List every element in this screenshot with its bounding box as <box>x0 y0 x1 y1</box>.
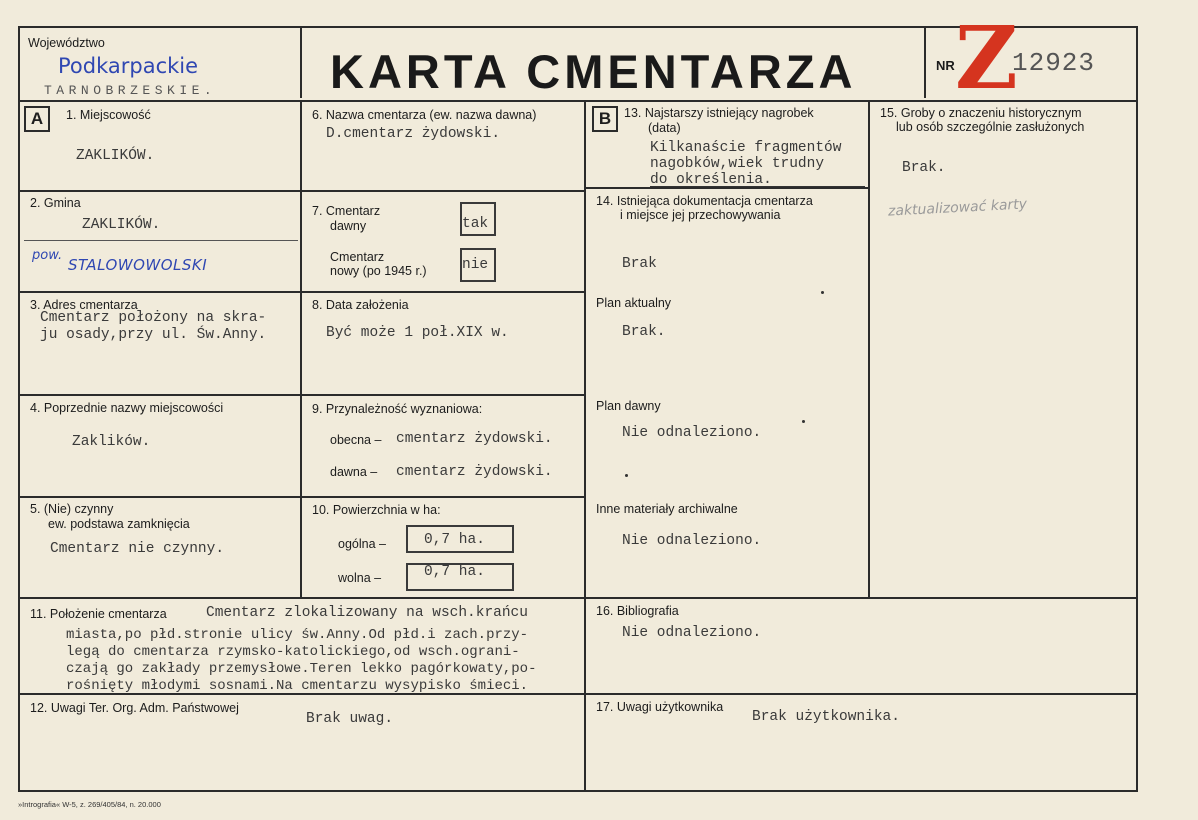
field-2-pow-label: pow. <box>32 248 63 263</box>
field-11-line1: Cmentarz zlokalizowany na wsch.krańcu <box>206 605 528 621</box>
divider-header-right <box>924 26 926 98</box>
plan-aktualny-value: Brak. <box>622 324 666 340</box>
field-14-label: 14. Istniejąca dokumentacja cmentarza <box>596 194 813 208</box>
field-4-label: 4. Poprzednie nazwy miejscowości <box>30 401 224 415</box>
field-2-pow-value: STALOWOWOLSKI <box>68 256 208 274</box>
field-3-line2: ju osady,przy ul. Św.Anny. <box>40 327 267 343</box>
field-8-value: Być może 1 poł.XIX w. <box>326 325 509 341</box>
field-10-ogolna-label: ogólna – <box>338 537 386 551</box>
field-11-line2: miasta,po płd.stronie ulicy św.Anny.Od płd.i zach.przy- <box>66 627 529 643</box>
field-13-line1: Kilkanaście fragmentów <box>650 140 842 156</box>
divider-col1 <box>300 100 302 598</box>
field-9-label: 9. Przynależność wyznaniowa: <box>312 402 483 416</box>
field-4-value: Zaklików. <box>72 434 151 450</box>
plan-dawny-label: Plan dawny <box>596 399 661 413</box>
field-17-value: Brak użytkownika. <box>752 709 900 725</box>
nr-letter: Z <box>955 8 1018 109</box>
field-2-label: 2. Gmina <box>30 196 81 210</box>
speck-dot <box>625 474 628 477</box>
field-1-value: ZAKLIKÓW. <box>76 148 155 164</box>
field-6-value: D.cmentarz żydowski. <box>326 126 501 142</box>
speck-dot <box>802 420 805 423</box>
field-13-line3: do określenia. <box>650 172 772 188</box>
field-10-ogolna-value: 0,7 ha. <box>424 532 485 548</box>
divider-col2 <box>584 100 586 790</box>
field-11-line5: rośnięty młodymi sosnami.Na cmentarzu wysypisko śmieci. <box>66 678 529 694</box>
divider-row3 <box>18 394 586 396</box>
field-7-label: 7. Cmentarz <box>312 204 381 218</box>
field-7-nowy-label-1: Cmentarz <box>330 250 385 264</box>
nr-value: 12923 <box>1012 48 1096 78</box>
field-10-wolna-label: wolna – <box>338 571 382 585</box>
section-b-badge: B <box>592 106 618 132</box>
inne-materialy-label: Inne materiały archiwalne <box>596 502 738 516</box>
field-9-dawna-label: dawna – <box>330 465 378 479</box>
card-title: KARTA CMENTARZA <box>330 45 857 98</box>
field-13-label-2: (data) <box>648 121 681 135</box>
field-7-dawny-value: tak <box>462 216 489 232</box>
field-11-label: 11. Położenie cmentarza <box>30 607 167 621</box>
field-16-label: 16. Bibliografia <box>596 604 679 618</box>
field-3-label: 3. Adres cmentarza <box>30 298 138 312</box>
divider-row4 <box>18 496 586 498</box>
field-9-obecna-value: cmentarz żydowski. <box>396 431 553 447</box>
field-14-value: Brak <box>622 256 657 272</box>
field-13-line2: nagobków,wiek trudny <box>650 156 825 172</box>
field-11-line3: legą do cmentarza rzymsko-katolickiego,od wsch.ograni- <box>66 644 520 660</box>
field-5-label-2: ew. podstawa zamknięcia <box>48 517 190 531</box>
nr-label: NR <box>936 58 955 73</box>
wojewodztwo-stamp: Podkarpackie <box>58 54 199 78</box>
field-1-label: 1. Miejscowość <box>66 108 151 122</box>
speck-dot <box>821 291 824 294</box>
field-12-label: 12. Uwagi Ter. Org. Adm. Państwowej <box>30 701 239 715</box>
field-11-line4: czają go zakłady przemysłowe.Teren lekko pagórkowaty,po- <box>66 661 537 677</box>
field-15-value: Brak. <box>902 160 946 176</box>
wojewodztwo-typed: TARNOBRZESKIE. <box>44 83 217 98</box>
field-5-value: Cmentarz nie czynny. <box>50 541 225 557</box>
divider-row5 <box>18 597 1138 599</box>
plan-aktualny-label: Plan aktualny <box>596 296 672 310</box>
pencil-note: zaktualizować karty <box>887 196 1028 220</box>
divider-row1 <box>18 190 586 192</box>
divider-header-left <box>300 26 302 98</box>
divider-row2 <box>18 291 586 293</box>
field-2-value: ZAKLIKÓW. <box>82 217 161 233</box>
field-7-dawny-label: dawny <box>330 219 367 233</box>
field-17-label: 17. Uwagi użytkownika <box>596 700 724 714</box>
field-5-label: 5. (Nie) czynny <box>30 502 114 516</box>
field-15-label: 15. Groby o znaczeniu historycznym <box>880 106 1082 120</box>
field-7-nowy-value: nie <box>462 257 489 273</box>
plan-dawny-value: Nie odnaleziono. <box>622 425 762 441</box>
divider-gmina-pow <box>24 240 298 241</box>
field-9-obecna-label: obecna – <box>330 433 382 447</box>
field-10-wolna-value: 0,7 ha. <box>424 564 485 580</box>
field-16-value: Nie odnaleziono. <box>622 625 762 641</box>
section-a-badge: A <box>24 106 50 132</box>
field-9-dawna-value: cmentarz żydowski. <box>396 464 553 480</box>
field-14-label-2: i miejsce jej przechowywania <box>620 208 781 222</box>
divider-col3 <box>868 100 870 598</box>
field-6-label: 6. Nazwa cmentarza (ew. nazwa dawna) <box>312 108 537 122</box>
field-12-value: Brak uwag. <box>306 711 394 727</box>
field-7-nowy-label-2: nowy (po 1945 r.) <box>330 264 427 278</box>
field-8-label: 8. Data założenia <box>312 298 409 312</box>
field-13-label: 13. Najstarszy istniejący nagrobek <box>624 106 814 120</box>
field-15-label-2: lub osób szczególnie zasłużonych <box>896 120 1085 134</box>
wojewodztwo-label: Województwo <box>28 36 105 50</box>
inne-materialy-value: Nie odnaleziono. <box>622 533 762 549</box>
field-10-label: 10. Powierzchnia w ha: <box>312 503 441 517</box>
print-footer: »Intrografia« W-5, z. 269/405/84, n. 20.000 <box>18 800 161 809</box>
field-3-line1: Cmentarz położony na skra- <box>40 310 267 326</box>
